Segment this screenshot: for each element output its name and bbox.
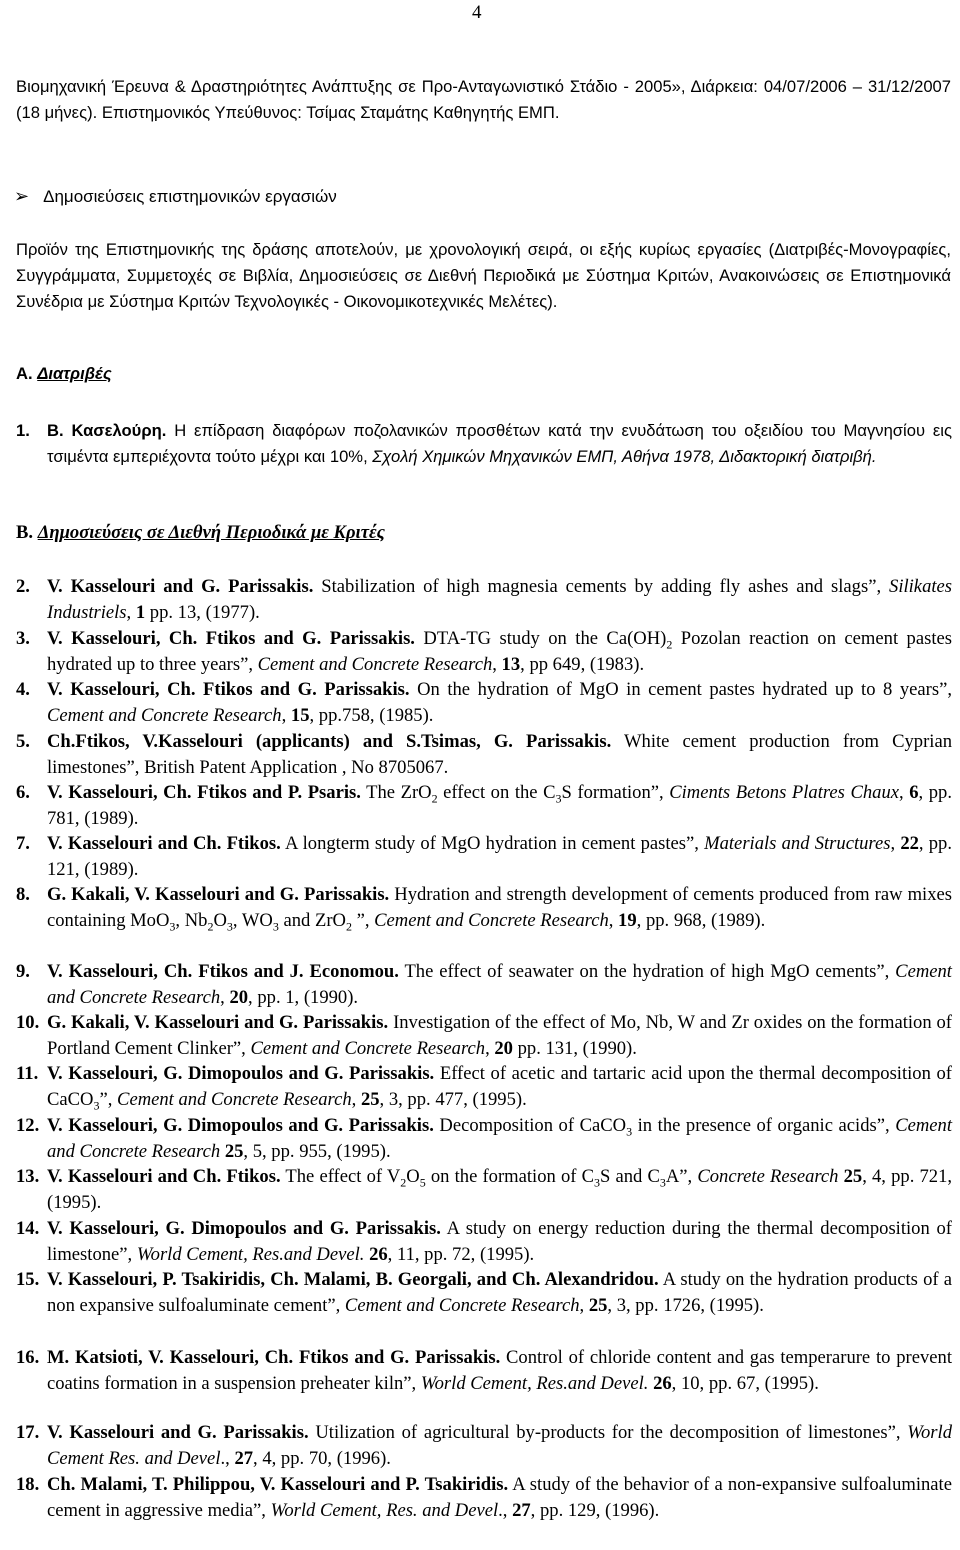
thesis-entry <box>16 418 952 470</box>
citation-tail: , pp 649, (1983). <box>520 653 645 675</box>
journal-name: Silikates Industriels <box>47 576 953 623</box>
entry-number: 17. <box>16 1422 40 1443</box>
separator: ., <box>498 1499 513 1521</box>
volume: 15 <box>290 704 310 726</box>
publication-entry <box>16 1164 952 1216</box>
entry-number: 9. <box>16 961 30 982</box>
publication-entry <box>16 1420 952 1472</box>
separator: , <box>485 1037 495 1059</box>
entry-text <box>47 574 952 626</box>
title-text: , Nb <box>175 909 208 931</box>
entry-authors: V. Kasselouri, Ch. Ftikos and G. Parissakis. <box>47 679 410 700</box>
separator: , <box>281 704 291 726</box>
entry-authors: V. Kasselouri, Ch. Ftikos and J. Economou. <box>47 961 399 982</box>
entry-authors: V. Kasselouri and G. Parissakis. <box>47 576 314 597</box>
subscript: 2 <box>345 919 352 934</box>
title-text: Utilization of agricultural by-products for the decomposition of limestones”, <box>308 1422 908 1443</box>
section-b-label: Δημοσιεύσεις σε Διεθνή Περιοδικά με Κριτές <box>37 522 385 543</box>
subscript: 2 <box>400 1175 407 1190</box>
entry-number: 7. <box>16 833 30 854</box>
title-text: A longterm study of MgO hydration in cement pastes”, <box>280 833 705 854</box>
citation-tail: , 4, pp. 70, (1996). <box>253 1447 391 1469</box>
journal-name: World Cement Res. and Devel <box>47 1422 952 1469</box>
title-text: Investigation of the effect of Mo, Nb, W and Zr oxides on the formation of Portland Cement Clinker”, <box>47 1012 953 1059</box>
entry-text <box>47 1113 952 1165</box>
volume: 25 <box>843 1166 863 1187</box>
journal-name: World Cement, Res.and Devel. <box>420 1372 649 1394</box>
volume: 13 <box>501 653 521 675</box>
title-text: Control of chloride content and gas temperarure to prevent coatins formation in a suspension preheater kiln”, <box>47 1347 952 1394</box>
entry-number: 18. <box>16 1474 40 1495</box>
publication-entry <box>16 1216 952 1268</box>
journal-name: Cement and Concrete Research <box>344 1294 580 1316</box>
citation-tail: , pp. 129, (1996). <box>530 1499 660 1521</box>
subscript: 3 <box>93 1098 100 1113</box>
title-text: On the hydration of MgO in cement pastes hydrated up to 8 years”, <box>409 679 952 700</box>
title-text: Pozolan reaction on cement pastes hydrated up to three years”, <box>47 628 952 675</box>
volume: 27 <box>234 1447 254 1469</box>
title-text: A study on the hydration products of a non expansive sulfoaluminate cement”, <box>47 1269 952 1316</box>
arrow-bullet-icon: ➢ <box>14 186 30 207</box>
citation-tail: , 5, pp. 955, (1995). <box>243 1140 391 1162</box>
volume: 27 <box>512 1499 531 1521</box>
subscript: 2 <box>207 919 214 934</box>
entry-authors: V. Kasselouri, G. Dimopoulos and G. Parissakis. <box>47 1115 434 1136</box>
entry-authors: V. Kasselouri, Ch. Ftikos and P. Psaris. <box>47 782 361 803</box>
entry-authors: G. Kakali, V. Kasselouri and G. Parissakis. <box>47 1012 389 1033</box>
title-text: S and C <box>599 1166 660 1187</box>
subscript: 3 <box>659 1175 666 1190</box>
title-text: effect on the C <box>437 782 556 803</box>
separator: , <box>608 909 619 931</box>
title-text: O <box>213 909 227 931</box>
publication-entry <box>16 574 952 626</box>
citation-tail: , 3, pp. 477, (1995). <box>379 1088 527 1110</box>
entry-number: 13. <box>16 1166 40 1187</box>
title-text: and ZrO <box>278 909 346 931</box>
entry-title: Η επίδραση διαφόρων ποζολανικών προσθέτων κατά την ενυδάτωση του οξειδίου του Μαγνησίου εις τσιμέντα εμπεριέχοντα τούτο μέχρι και 10% <box>47 421 952 466</box>
entry-authors: V. Kasselouri and G. Parissakis. <box>47 1422 309 1443</box>
publication-entry <box>16 882 952 934</box>
entry-text <box>47 677 952 729</box>
heading-text: Δημοσιεύσεις επιστημονικών εργασιών <box>43 186 337 206</box>
title-text: Decomposition of CaCO <box>433 1115 627 1136</box>
journal-name: Cement and Concrete Research <box>257 653 493 675</box>
subscript: 3 <box>169 919 176 934</box>
section-b-prefix: Β. <box>16 522 38 543</box>
entry-number: 5. <box>16 731 30 752</box>
entry-authors: M. Katsioti, V. Kasselouri, Ch. Ftikos and G. Parissakis. <box>47 1347 501 1368</box>
separator: ., <box>220 1447 235 1469</box>
citation-tail: pp. 13, (1977). <box>145 601 260 623</box>
page-number: 4 <box>472 2 482 23</box>
publications-heading <box>14 186 949 207</box>
journal-name: Materials and Structures <box>704 833 891 854</box>
title-text: DTA-TG study on the Ca(OH) <box>414 628 667 649</box>
subscript: 3 <box>626 1124 633 1139</box>
separator: , <box>899 782 910 803</box>
separator: , <box>351 1088 361 1110</box>
entry-number: 2. <box>16 576 30 597</box>
volume: 26 <box>653 1372 672 1394</box>
section-a-prefix: Α. <box>16 364 38 383</box>
journal-name: Ciments Betons Platres Chaux <box>669 782 900 803</box>
citation-tail: , pp. 781, (1989). <box>47 782 952 829</box>
entry-text <box>47 1420 952 1472</box>
title-text: in the presence of organic acids”, <box>632 1115 896 1136</box>
subscript: 2 <box>431 791 438 806</box>
entry-authors: V. Kasselouri and Ch. Ftikos. <box>47 833 281 854</box>
volume: 22 <box>900 833 919 854</box>
entry-venue: Σχολή Χημικών Μηχανικών ΕΜΠ, Αθήνα 1978, Διδακτορική διατριβή. <box>372 447 877 466</box>
section-b-title <box>16 522 385 544</box>
separator: , <box>579 1294 589 1316</box>
entry-separator: , <box>363 447 373 466</box>
entry-text <box>47 780 952 832</box>
publication-entry <box>16 780 952 832</box>
entry-text <box>47 1061 952 1113</box>
title-text: A study on energy reduction during the thermal decomposition of limestone”, <box>47 1218 952 1265</box>
publication-entry <box>16 677 952 729</box>
entry-text <box>47 1267 952 1319</box>
entry-text <box>47 626 952 678</box>
journal-name: Cement and Concrete Research <box>47 704 282 726</box>
publication-entry <box>16 1113 952 1165</box>
title-text: on the formation of C <box>425 1166 594 1187</box>
title-text: ”, <box>99 1088 118 1110</box>
journal-name: World Cement, Res. and Devel <box>270 1499 499 1521</box>
entry-number: 8. <box>16 884 30 905</box>
citation-tail: , 10, pp. 67, (1995). <box>671 1372 819 1394</box>
title-text: The effect of V <box>280 1166 401 1187</box>
publication-entry <box>16 1472 952 1524</box>
volume: 25 <box>224 1140 244 1162</box>
citation-tail: , pp.758, (1985). <box>309 704 434 726</box>
entry-number: 12. <box>16 1115 40 1136</box>
entry-number: 4. <box>16 679 30 700</box>
separator: , <box>890 833 901 854</box>
publication-entry <box>16 831 952 883</box>
title-text: Stabilization of high magnesia cements by adding fly ashes and slags”, <box>313 576 890 597</box>
publication-entry <box>16 626 952 678</box>
intro-paragraph: Βιομηχανική Έρευνα & Δραστηριότητες Ανάπτυξης σε Προ-Ανταγωνιστικό Στάδιο - 2005», Διάρκεια: 04/07/2006 – 31/12/2007 (18 μήνες). Επιστημονικός Υπεύθυνος: Τσίμας Σταμάτης Καθηγητής ΕΜΠ. <box>16 77 951 122</box>
entry-authors: V. Kasselouri, P. Tsakiridis, Ch. Malami, B. Georgali, and Ch. Alexandridou. <box>47 1269 659 1290</box>
title-text: A”, <box>665 1166 698 1187</box>
entry-authors: Β. Κασελούρη. <box>47 421 167 440</box>
volume: 26 <box>369 1243 388 1265</box>
citation-tail: , 4, pp. 721, (1995). <box>47 1166 953 1213</box>
journal-name: Cement and Concrete Research <box>117 1088 352 1110</box>
title-text: The effect of seawater on the hydration of high MgO cements”, <box>398 961 896 982</box>
journal-name: Concrete Research <box>697 1166 839 1187</box>
title-text: Effect of acetic and tartaric acid upon the thermal decomposition of CaCO <box>47 1063 952 1110</box>
entry-text <box>47 1216 952 1268</box>
volume: 25 <box>588 1294 608 1316</box>
publication-entry <box>16 1061 952 1113</box>
journal-name: Cement and Concrete Research <box>47 1115 952 1162</box>
separator: , <box>126 601 136 623</box>
entry-authors: V. Kasselouri, Ch. Ftikos and G. Parissakis. <box>47 628 415 649</box>
subscript: 3 <box>226 919 233 934</box>
entry-authors: V. Kasselouri, G. Dimopoulos and G. Parissakis. <box>47 1063 435 1084</box>
section-a-label: Διατριβές <box>37 364 112 383</box>
entry-number: 16. <box>16 1347 40 1368</box>
entry-number: 10. <box>16 1012 40 1033</box>
title-text: O <box>406 1166 420 1187</box>
citation-tail: , pp. 1, (1990). <box>248 986 359 1008</box>
subscript: 3 <box>272 919 279 934</box>
volume: 6 <box>909 782 919 803</box>
entry-text <box>47 1345 952 1397</box>
journal-name: World Cement, Res.and Devel. <box>136 1243 365 1265</box>
volume: 20 <box>494 1037 513 1059</box>
journal-name: Cement and Concrete Research <box>47 961 952 1008</box>
entry-number: 11. <box>16 1063 39 1084</box>
subscript: 2 <box>666 637 673 652</box>
journal-name: Cement and Concrete Research <box>374 909 609 931</box>
entry-text <box>47 882 952 934</box>
entry-authors: Ch. Malami, T. Philippou, V. Kasselouri and P. Tsakiridis. <box>47 1474 509 1495</box>
volume: 20 <box>229 986 249 1008</box>
title-text: Hydration and strength development of cements produced from raw mixes containing MoO <box>47 884 952 931</box>
title-text: A study of the behavior of a non-expansive sulfoaluminate cement in aggressive media”, <box>47 1474 952 1521</box>
separator: , <box>220 986 230 1008</box>
journal-name: Cement and Concrete Research <box>250 1037 486 1059</box>
publication-entry <box>16 1010 952 1062</box>
title-text: , WO <box>232 909 273 931</box>
entry-text <box>47 1010 952 1062</box>
citation-tail: , pp. 121, (1989). <box>47 833 952 880</box>
publication-entry <box>16 1345 952 1397</box>
citation-tail: , 3, pp. 1726, (1995). <box>607 1294 764 1316</box>
entry-number: 1. <box>16 421 30 440</box>
entry-number: 15. <box>16 1269 40 1290</box>
subscript: 5 <box>419 1175 426 1190</box>
separator: , <box>492 653 502 675</box>
entry-authors: V. Kasselouri and Ch. Ftikos. <box>47 1166 281 1187</box>
subscript: 3 <box>593 1175 600 1190</box>
entry-text <box>47 729 952 781</box>
description-paragraph: Προϊόν της Επιστημονικής της δράσης αποτελούν, με χρονολογική σειρά, οι εξής κυρίως εργασίες (Διατριβές-Μονογραφίες, Συγγράμματα, Συμμετοχές σε Βιβλία, Δημοσιεύσεις σε Διεθνή Περιοδικά με Σύστημα Κριτών, Ανακοινώσεις σε Επιστημονικά Συνέδρια με Σύστημα Κριτών Τεχνολογικές - Οικονομικοτεχνικές Μελέτες). <box>16 240 951 311</box>
subscript: 3 <box>555 791 562 806</box>
entry-text <box>47 418 952 470</box>
citation-tail: pp. 131, (1990). <box>512 1037 637 1059</box>
entry-text <box>47 831 952 883</box>
entry-text <box>47 1472 952 1524</box>
entry-number: 3. <box>16 628 30 649</box>
publication-entry <box>16 1267 952 1319</box>
publication-entry <box>16 729 952 781</box>
title-text: White cement production from Cyprian limestones”, British Patent Application , No 8705067. <box>47 731 952 778</box>
title-text: S formation”, <box>561 782 670 803</box>
volume: 25 <box>360 1088 380 1110</box>
entry-text <box>47 959 952 1011</box>
section-a-title <box>16 364 112 384</box>
publication-entry <box>16 959 952 1011</box>
entry-number: 14. <box>16 1218 40 1239</box>
entry-number: 6. <box>16 782 30 803</box>
entry-authors: Ch.Ftikos, V.Kasselouri (applicants) and S.Tsimas, G. Parissakis. <box>47 731 612 752</box>
title-text: The ZrO <box>360 782 432 803</box>
entry-authors: G. Kakali, V. Kasselouri and G. Parissakis. <box>47 884 390 905</box>
entry-text <box>47 1164 952 1216</box>
citation-tail: , 11, pp. 72, (1995). <box>387 1243 535 1265</box>
citation-tail: , pp. 968, (1989). <box>636 909 766 931</box>
entry-authors: V. Kasselouri, G. Dimopoulos and G. Parissakis. <box>47 1218 441 1239</box>
title-text: ”, <box>351 909 375 931</box>
volume: 1 <box>135 601 146 623</box>
volume: 19 <box>618 909 637 931</box>
